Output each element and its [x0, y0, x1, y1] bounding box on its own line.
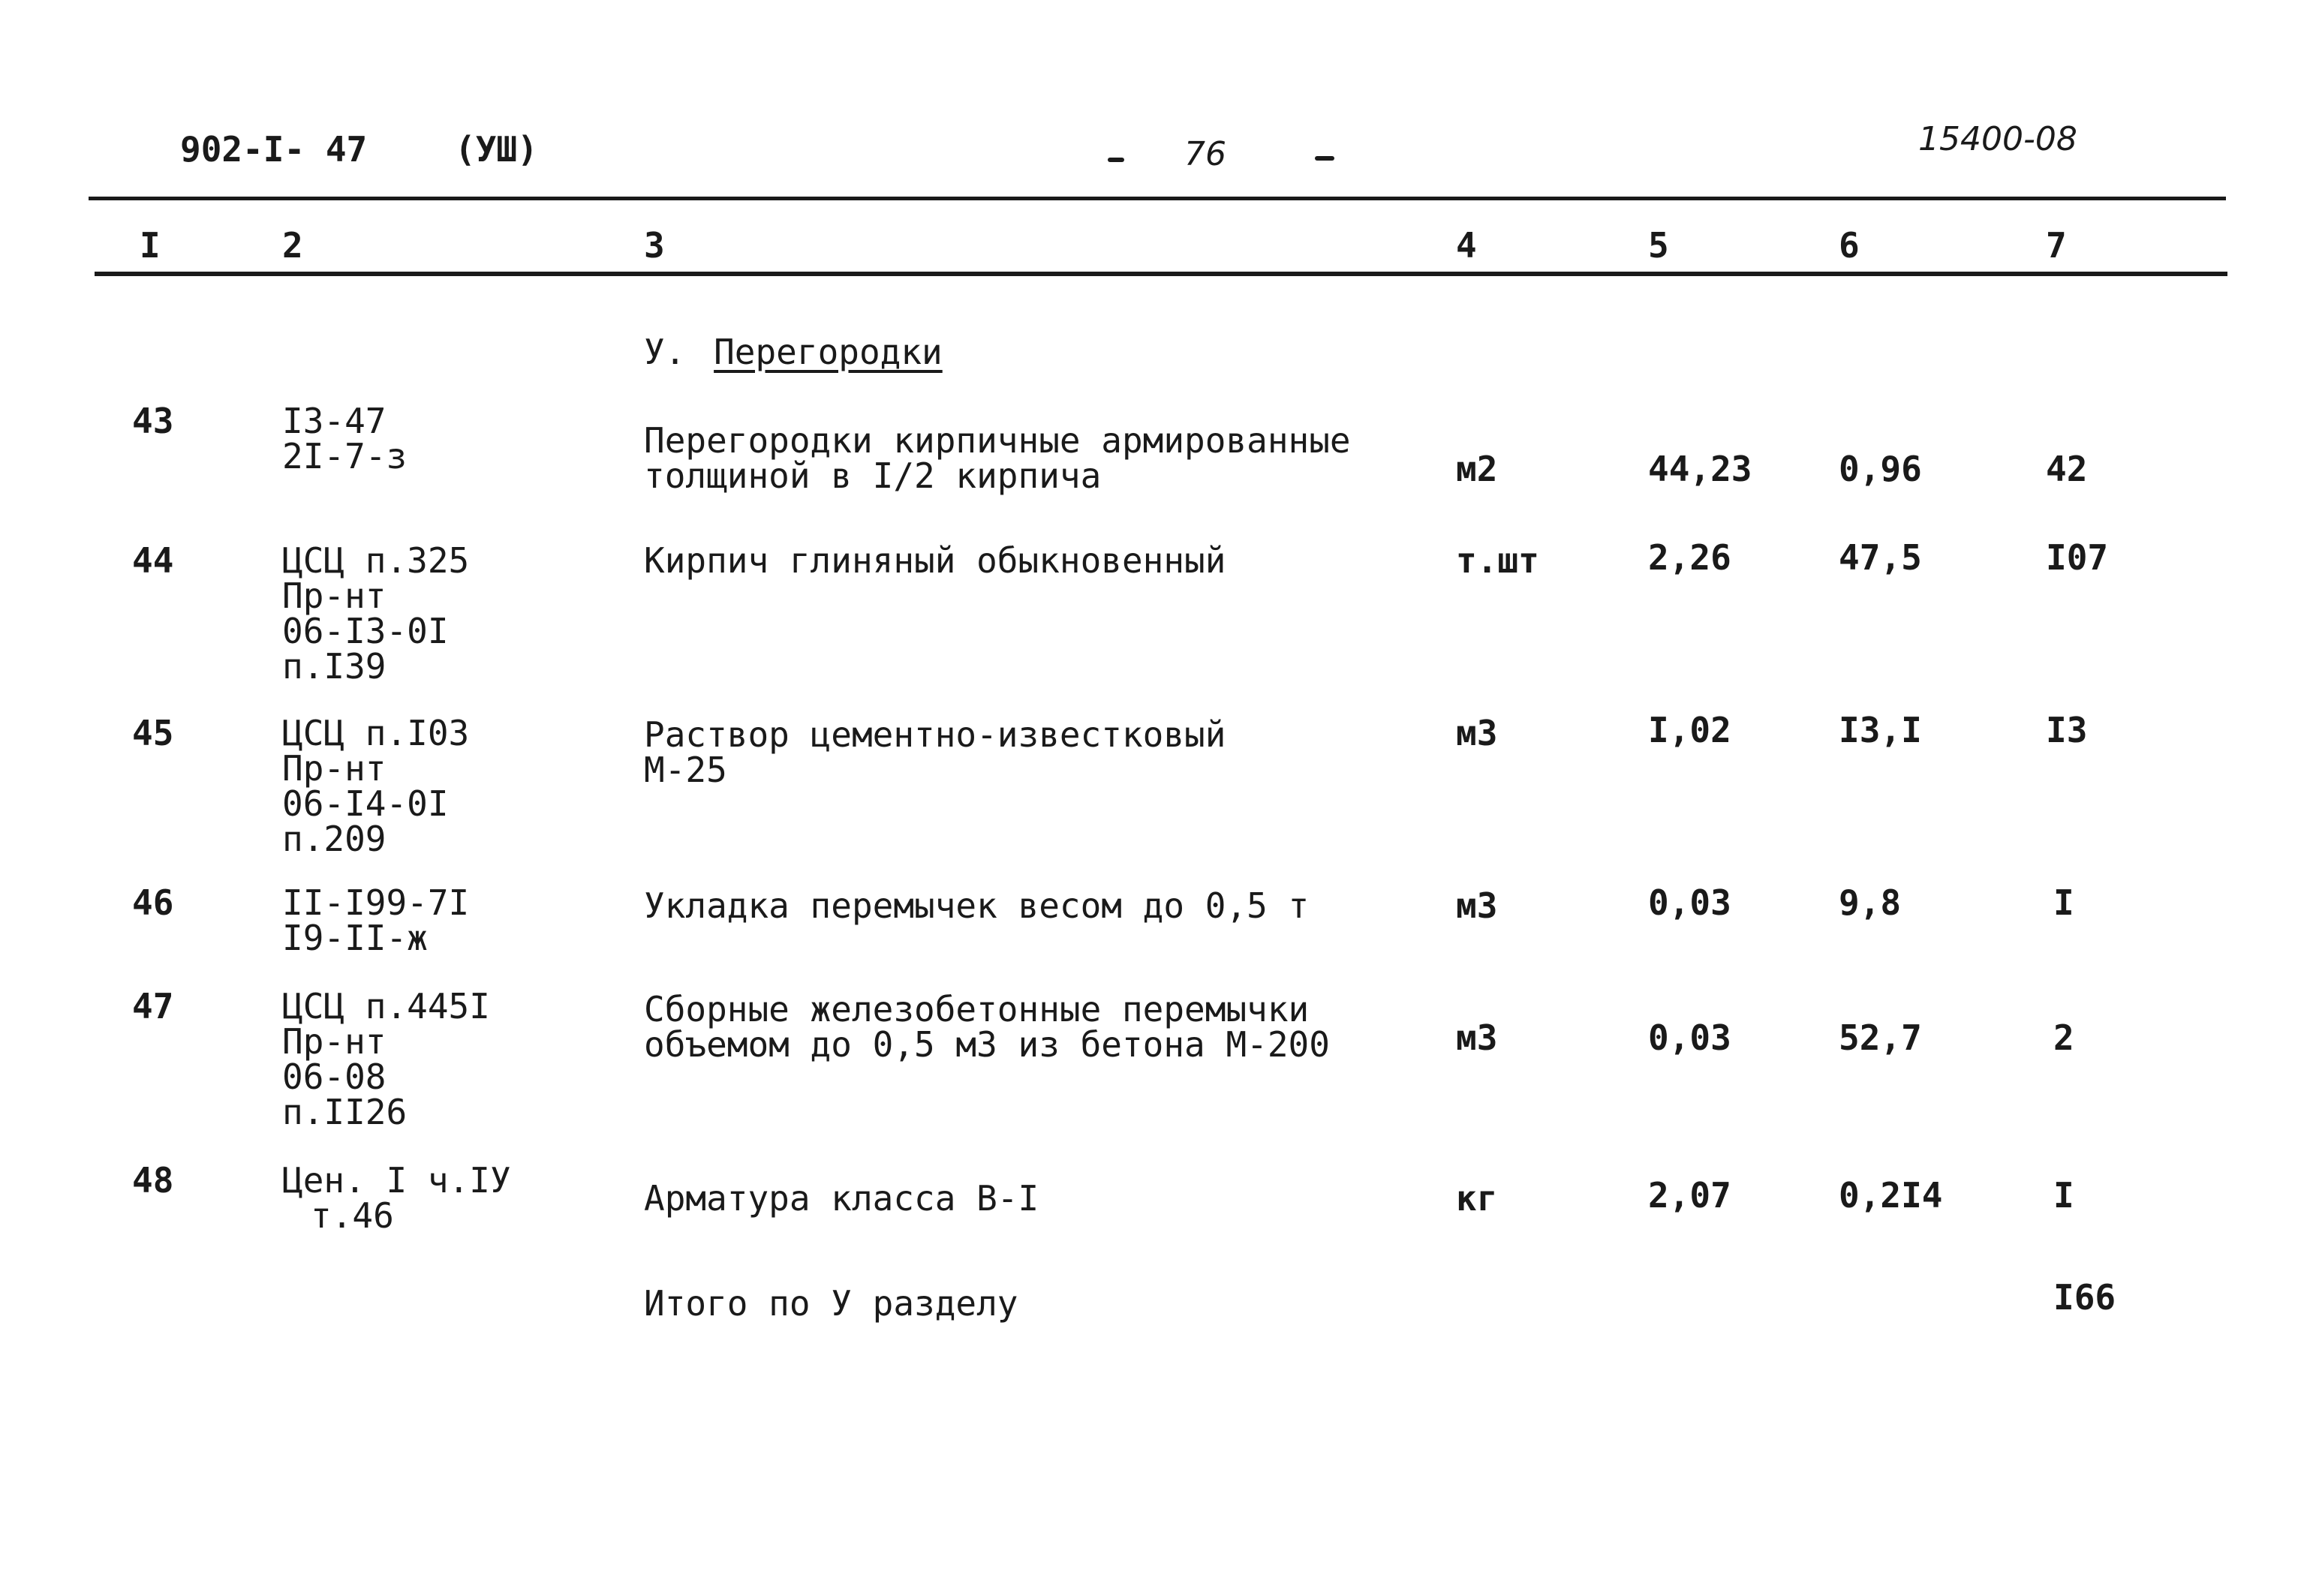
- row-43-number: 43: [132, 401, 174, 441]
- doc-code: 902-I- 47: [180, 129, 368, 170]
- name-line: Сборные железобетонные перемычки: [644, 989, 1310, 1029]
- name-line: М-25: [644, 750, 727, 790]
- name-line: Арматура класса В-I: [644, 1178, 1039, 1219]
- row-48-name: [644, 1178, 1039, 1219]
- row-44-unit: т.шт: [1456, 540, 1539, 581]
- row-43-code: [282, 401, 408, 476]
- section-prefix: У.: [644, 332, 686, 372]
- name-line: объемом до 0,5 м3 из бетона М-200: [644, 1024, 1330, 1065]
- column-number-2: 2: [282, 225, 303, 266]
- row-48-code: [282, 1160, 511, 1236]
- row-43-price: 0,96: [1839, 449, 1922, 489]
- code-line: п.I39: [282, 646, 387, 687]
- section-title: Перегородки: [714, 332, 943, 372]
- row-46-qty: 0,03: [1648, 882, 1731, 923]
- row-45-price: I3,I: [1839, 710, 1922, 750]
- doc-part: (УШ): [455, 129, 538, 170]
- row-47-total: 2: [2053, 1017, 2074, 1058]
- code-line: т.46: [311, 1195, 394, 1236]
- row-48-qty: 2,07: [1648, 1175, 1731, 1216]
- code-line: II-I99-7I: [282, 882, 470, 923]
- name-line: Раствор цементно-известковый: [644, 714, 1226, 755]
- code-line: ЦСЦ п.325: [282, 540, 470, 581]
- code-line: 2I-7-з: [282, 436, 408, 476]
- code-line: Пр-нт: [282, 1021, 387, 1062]
- column-number-6: 6: [1839, 225, 1860, 266]
- row-46-number: 46: [132, 882, 174, 923]
- row-45-name: [644, 714, 1226, 790]
- row-47-qty: 0,03: [1648, 1017, 1731, 1058]
- row-48-price: 0,2I4: [1839, 1175, 1943, 1216]
- row-46-unit: м3: [1456, 885, 1498, 926]
- row-44-code: [282, 540, 470, 687]
- page-dash-right: [1315, 156, 1334, 161]
- code-line: 06-I3-0I: [282, 611, 449, 651]
- row-46-name: [644, 885, 1310, 926]
- code-line: п.209: [282, 819, 387, 859]
- name-line: Перегородки кирпичные армированные: [644, 420, 1351, 461]
- row-45-number: 45: [132, 713, 174, 753]
- section-total-label: Итого по У разделу: [644, 1283, 1018, 1324]
- row-43-qty: 44,23: [1648, 449, 1752, 489]
- column-number-3: 3: [644, 225, 665, 266]
- row-46-price: 9,8: [1839, 882, 1902, 923]
- code-line: Пр-нт: [282, 748, 387, 789]
- name-line: Укладка перемычек весом до 0,5 т: [644, 885, 1310, 926]
- code-line: I9-II-ж: [282, 918, 428, 958]
- row-43-name: [644, 420, 1351, 496]
- row-45-total: I3: [2046, 710, 2088, 750]
- row-44-number: 44: [132, 540, 174, 581]
- code-line: Пр-нт: [282, 576, 387, 616]
- row-47-price: 52,7: [1839, 1017, 1922, 1058]
- column-number-7: 7: [2046, 225, 2067, 266]
- row-45-code: [282, 713, 470, 859]
- code-line: 06-08: [282, 1056, 387, 1097]
- row-47-number: 47: [132, 986, 174, 1026]
- row-47-code: [282, 986, 490, 1132]
- row-45-qty: I,02: [1648, 710, 1731, 750]
- row-44-total: I07: [2046, 537, 2109, 578]
- row-48-unit: кг: [1456, 1178, 1498, 1219]
- row-48-total: I: [2053, 1175, 2074, 1216]
- code-line: ЦСЦ п.I03: [282, 713, 470, 753]
- column-number-4: 4: [1456, 225, 1477, 266]
- code-line: Цен. I ч.IУ: [282, 1160, 511, 1201]
- code-line: I3-47: [282, 401, 387, 441]
- section-heading: [644, 332, 943, 372]
- row-46-code: [282, 882, 470, 958]
- row-46-total: I: [2053, 882, 2074, 923]
- row-44-qty: 2,26: [1648, 537, 1731, 578]
- section-total-value: I66: [2053, 1277, 2116, 1318]
- row-43-unit: м2: [1456, 449, 1498, 489]
- column-number-5: 5: [1648, 225, 1669, 266]
- column-number-1: I: [140, 225, 161, 266]
- top-rule: [89, 197, 2226, 200]
- code-line: п.II26: [282, 1092, 408, 1132]
- row-44-price: 47,5: [1839, 537, 1922, 578]
- row-47-name: [644, 989, 1330, 1065]
- row-44-name: [644, 540, 1226, 581]
- name-line: Кирпич глиняный обыкновенный: [644, 540, 1226, 581]
- row-48-number: 48: [132, 1160, 174, 1201]
- name-line: толщиной в I/2 кирпича: [644, 455, 1102, 496]
- header-bottom-rule: [95, 272, 2227, 276]
- code-line: ЦСЦ п.445I: [282, 986, 490, 1026]
- row-45-unit: м3: [1456, 713, 1498, 753]
- code-line: 06-I4-0I: [282, 783, 449, 824]
- album-code: 15400-08: [1918, 120, 2077, 158]
- page-dash-left: [1108, 158, 1124, 162]
- row-47-unit: м3: [1456, 1017, 1498, 1058]
- row-43-total: 42: [2046, 449, 2088, 489]
- page-number: 76: [1184, 135, 1226, 173]
